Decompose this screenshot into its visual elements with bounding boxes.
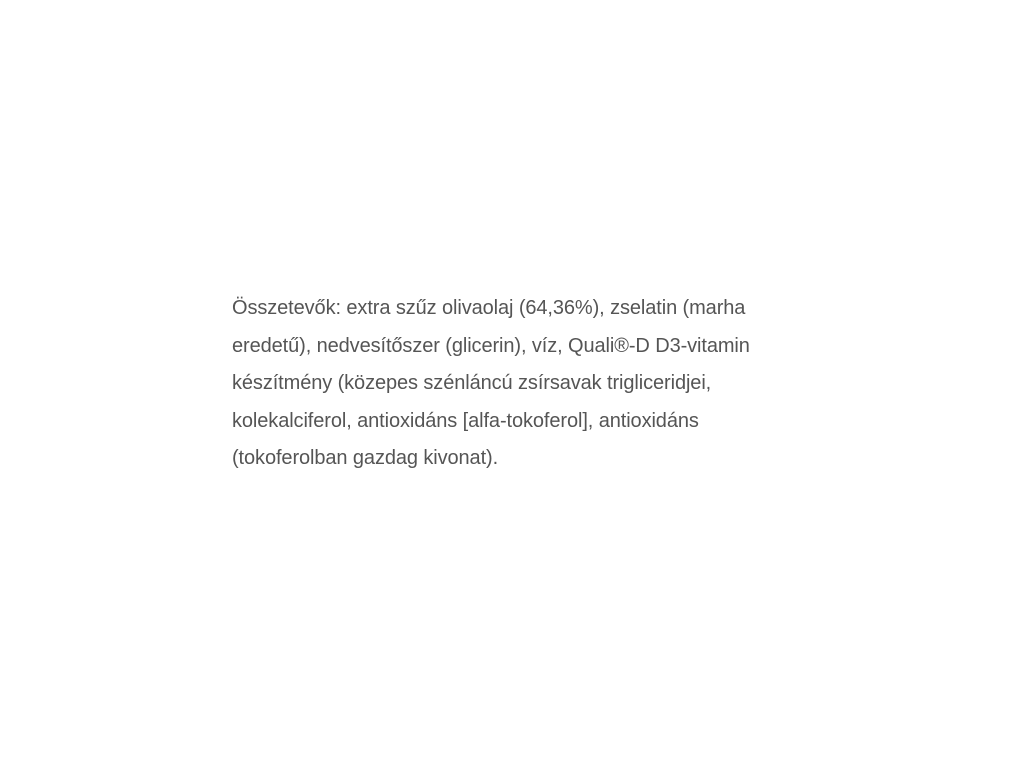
ingredients-line-3: készítmény (közepes szénláncú zsírsavak trigliceridjei, bbox=[232, 372, 712, 394]
ingredients-text bbox=[232, 290, 792, 478]
ingredients-line-2: eredetű), nedvesítőszer (glicerin), víz, Quali®-D D3-vitamin bbox=[232, 334, 750, 357]
ingredients-line-5: (tokoferolban gazdag kivonat). bbox=[232, 447, 499, 469]
ingredients-line-1: Összetevők: extra szűz olivaolaj (64,36%), zselatin (marha bbox=[232, 297, 746, 319]
ingredients-line-4: kolekalciferol, antioxidáns [alfa-tokoferol], antioxidáns bbox=[232, 409, 699, 432]
